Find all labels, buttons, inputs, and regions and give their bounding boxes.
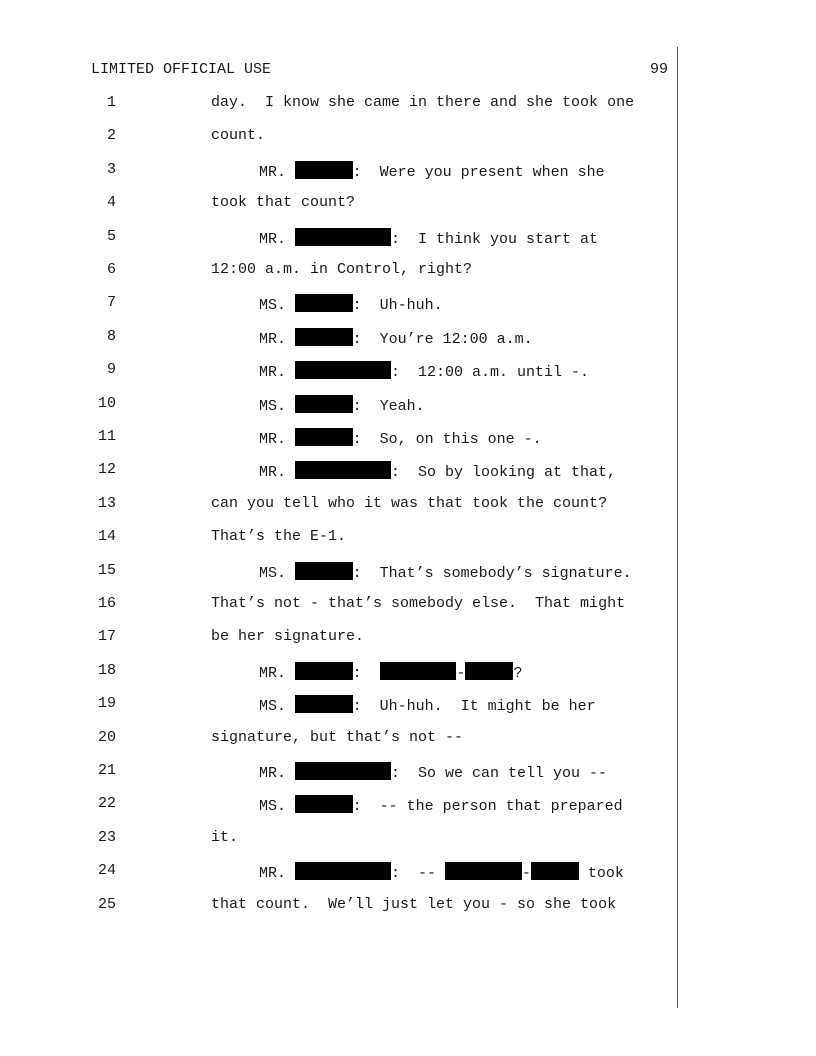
redaction-box (295, 294, 353, 312)
text-segment: : Yeah. (352, 397, 425, 415)
redaction-box (445, 862, 522, 880)
transcript-line (0, 194, 676, 214)
line-number: 21 (97, 762, 116, 779)
text-segment: that count. We’ll just let you - so she took (211, 895, 617, 913)
transcript-line (0, 261, 676, 281)
right-margin-rule (677, 47, 678, 1008)
text-segment: : That’s somebody’s signature. (352, 564, 632, 582)
line-text (259, 762, 607, 782)
text-segment: day. I know she came in there and she took one (211, 94, 635, 111)
line-text (211, 94, 634, 111)
text-segment: MR. (259, 163, 296, 181)
text-segment: count. (211, 127, 266, 145)
redaction-box (295, 695, 353, 713)
text-segment: MS. (259, 798, 296, 816)
redaction-box (295, 662, 353, 680)
transcript-line (0, 528, 676, 548)
line-number: 9 (106, 361, 116, 379)
text-segment: MR. (259, 230, 296, 248)
line-number: 3 (106, 160, 116, 178)
text-segment: signature, but that’s not -- (211, 728, 464, 746)
text-segment: MR. (259, 765, 296, 782)
classification-marking: LIMITED OFFICIAL USE (91, 61, 272, 78)
line-text (211, 829, 238, 846)
redaction-box (295, 161, 353, 179)
redaction-box (380, 662, 457, 680)
transcript-line (0, 161, 676, 181)
transcript-line (0, 628, 676, 648)
line-text (259, 361, 589, 381)
line-number: 15 (97, 561, 116, 579)
transcript-line (0, 328, 676, 348)
text-segment: : You’re 12:00 a.m. (352, 330, 533, 348)
redaction-box (295, 328, 353, 346)
text-segment: 12:00 a.m. in Control, right? (211, 261, 473, 278)
line-number: 13 (97, 494, 116, 512)
text-segment: MS. (259, 397, 296, 415)
line-number: 11 (97, 428, 116, 445)
text-segment: MS. (259, 698, 296, 716)
text-segment: MR. (259, 464, 296, 482)
text-segment: can you tell who it was that took the count? (211, 494, 608, 512)
page-number: 99 (649, 61, 668, 78)
transcript-line (0, 862, 676, 882)
text-segment: it. (211, 828, 239, 846)
transcript-line (0, 562, 676, 582)
transcript-line (0, 795, 676, 815)
text-segment: : -- (391, 865, 446, 883)
transcript-line (0, 94, 676, 114)
line-text (259, 562, 632, 582)
line-text (259, 662, 522, 682)
transcript-line (0, 294, 676, 314)
text-segment: : -- the person that prepared (352, 798, 623, 816)
line-text (211, 528, 346, 545)
line-number: 1 (106, 94, 116, 111)
line-number: 24 (97, 862, 116, 880)
text-segment: : (352, 664, 380, 682)
line-text (211, 595, 625, 612)
transcript-line (0, 762, 676, 782)
line-number: 16 (97, 595, 116, 612)
line-number: 4 (106, 194, 116, 212)
line-text (211, 127, 265, 144)
line-number: 14 (97, 528, 116, 546)
redaction-box (295, 395, 353, 413)
text-segment: ? (513, 664, 523, 682)
line-number: 10 (97, 394, 116, 412)
text-segment: - (521, 865, 531, 883)
line-text (259, 294, 443, 314)
text-segment: took (578, 865, 624, 883)
text-segment: MS. (259, 564, 296, 582)
transcript-line (0, 695, 676, 715)
text-segment: MR. (259, 664, 296, 682)
line-number: 8 (106, 327, 116, 345)
line-text (259, 795, 623, 815)
transcript-line (0, 595, 676, 615)
line-number: 6 (106, 261, 116, 278)
text-segment: : So by looking at that, (391, 464, 617, 482)
redaction-box (295, 361, 391, 379)
transcript-line (0, 361, 676, 381)
transcript-line (0, 729, 676, 749)
transcript-line (0, 829, 676, 849)
text-segment: : Were you present when she (352, 163, 605, 181)
text-segment: : Uh-huh. It might be her (352, 698, 596, 716)
text-segment: MR. (259, 330, 296, 348)
line-number: 23 (97, 828, 116, 846)
text-segment: : I think you start at (391, 230, 599, 248)
line-number: 2 (106, 127, 116, 145)
line-text (211, 495, 607, 512)
redaction-box (295, 862, 391, 880)
redaction-box (295, 428, 353, 446)
text-segment: : So we can tell you -- (391, 765, 608, 782)
text-segment: took that count? (211, 194, 356, 212)
text-segment: MR. (259, 865, 296, 883)
redaction-box (295, 461, 391, 479)
line-text (259, 328, 533, 348)
redaction-box (531, 862, 579, 880)
line-text (259, 862, 624, 882)
transcript-line (0, 428, 676, 448)
line-text (259, 695, 596, 715)
text-segment: : So, on this one -. (352, 431, 542, 448)
line-number: 22 (97, 795, 116, 813)
redaction-box (295, 562, 353, 580)
redaction-box (295, 762, 391, 780)
transcript-line (0, 662, 676, 682)
line-text (211, 261, 472, 278)
line-number: 5 (106, 227, 116, 245)
line-text (259, 161, 605, 181)
line-number: 17 (97, 628, 116, 646)
line-text (259, 428, 542, 448)
redaction-box (295, 228, 391, 246)
line-number: 12 (97, 461, 116, 479)
transcript-line (0, 127, 676, 147)
text-segment: MS. (259, 297, 296, 315)
text-segment: That’s the E-1. (211, 528, 347, 546)
line-text (211, 896, 616, 913)
text-segment: MR. (259, 431, 296, 448)
line-text (259, 461, 616, 481)
line-text (211, 729, 463, 746)
redaction-box (465, 662, 513, 680)
text-segment: MR. (259, 364, 296, 382)
line-text (259, 228, 598, 248)
transcript-line (0, 228, 676, 248)
transcript-line (0, 395, 676, 415)
line-number: 7 (106, 294, 116, 312)
line-text (259, 395, 425, 415)
text-segment: That’s not - that’s somebody else. That might (211, 595, 626, 612)
text-segment: : Uh-huh. (352, 297, 443, 315)
line-text (211, 194, 355, 211)
transcript-line (0, 495, 676, 515)
line-number: 20 (97, 728, 116, 746)
line-text (211, 628, 364, 645)
line-number: 18 (97, 661, 116, 679)
text-segment: - (456, 664, 466, 682)
text-segment: be her signature. (211, 628, 365, 646)
text-segment: : 12:00 a.m. until -. (391, 364, 590, 382)
line-number: 25 (97, 895, 116, 913)
line-number: 19 (97, 695, 116, 713)
transcript-line (0, 461, 676, 481)
transcript-line (0, 896, 676, 916)
redaction-box (295, 795, 353, 813)
